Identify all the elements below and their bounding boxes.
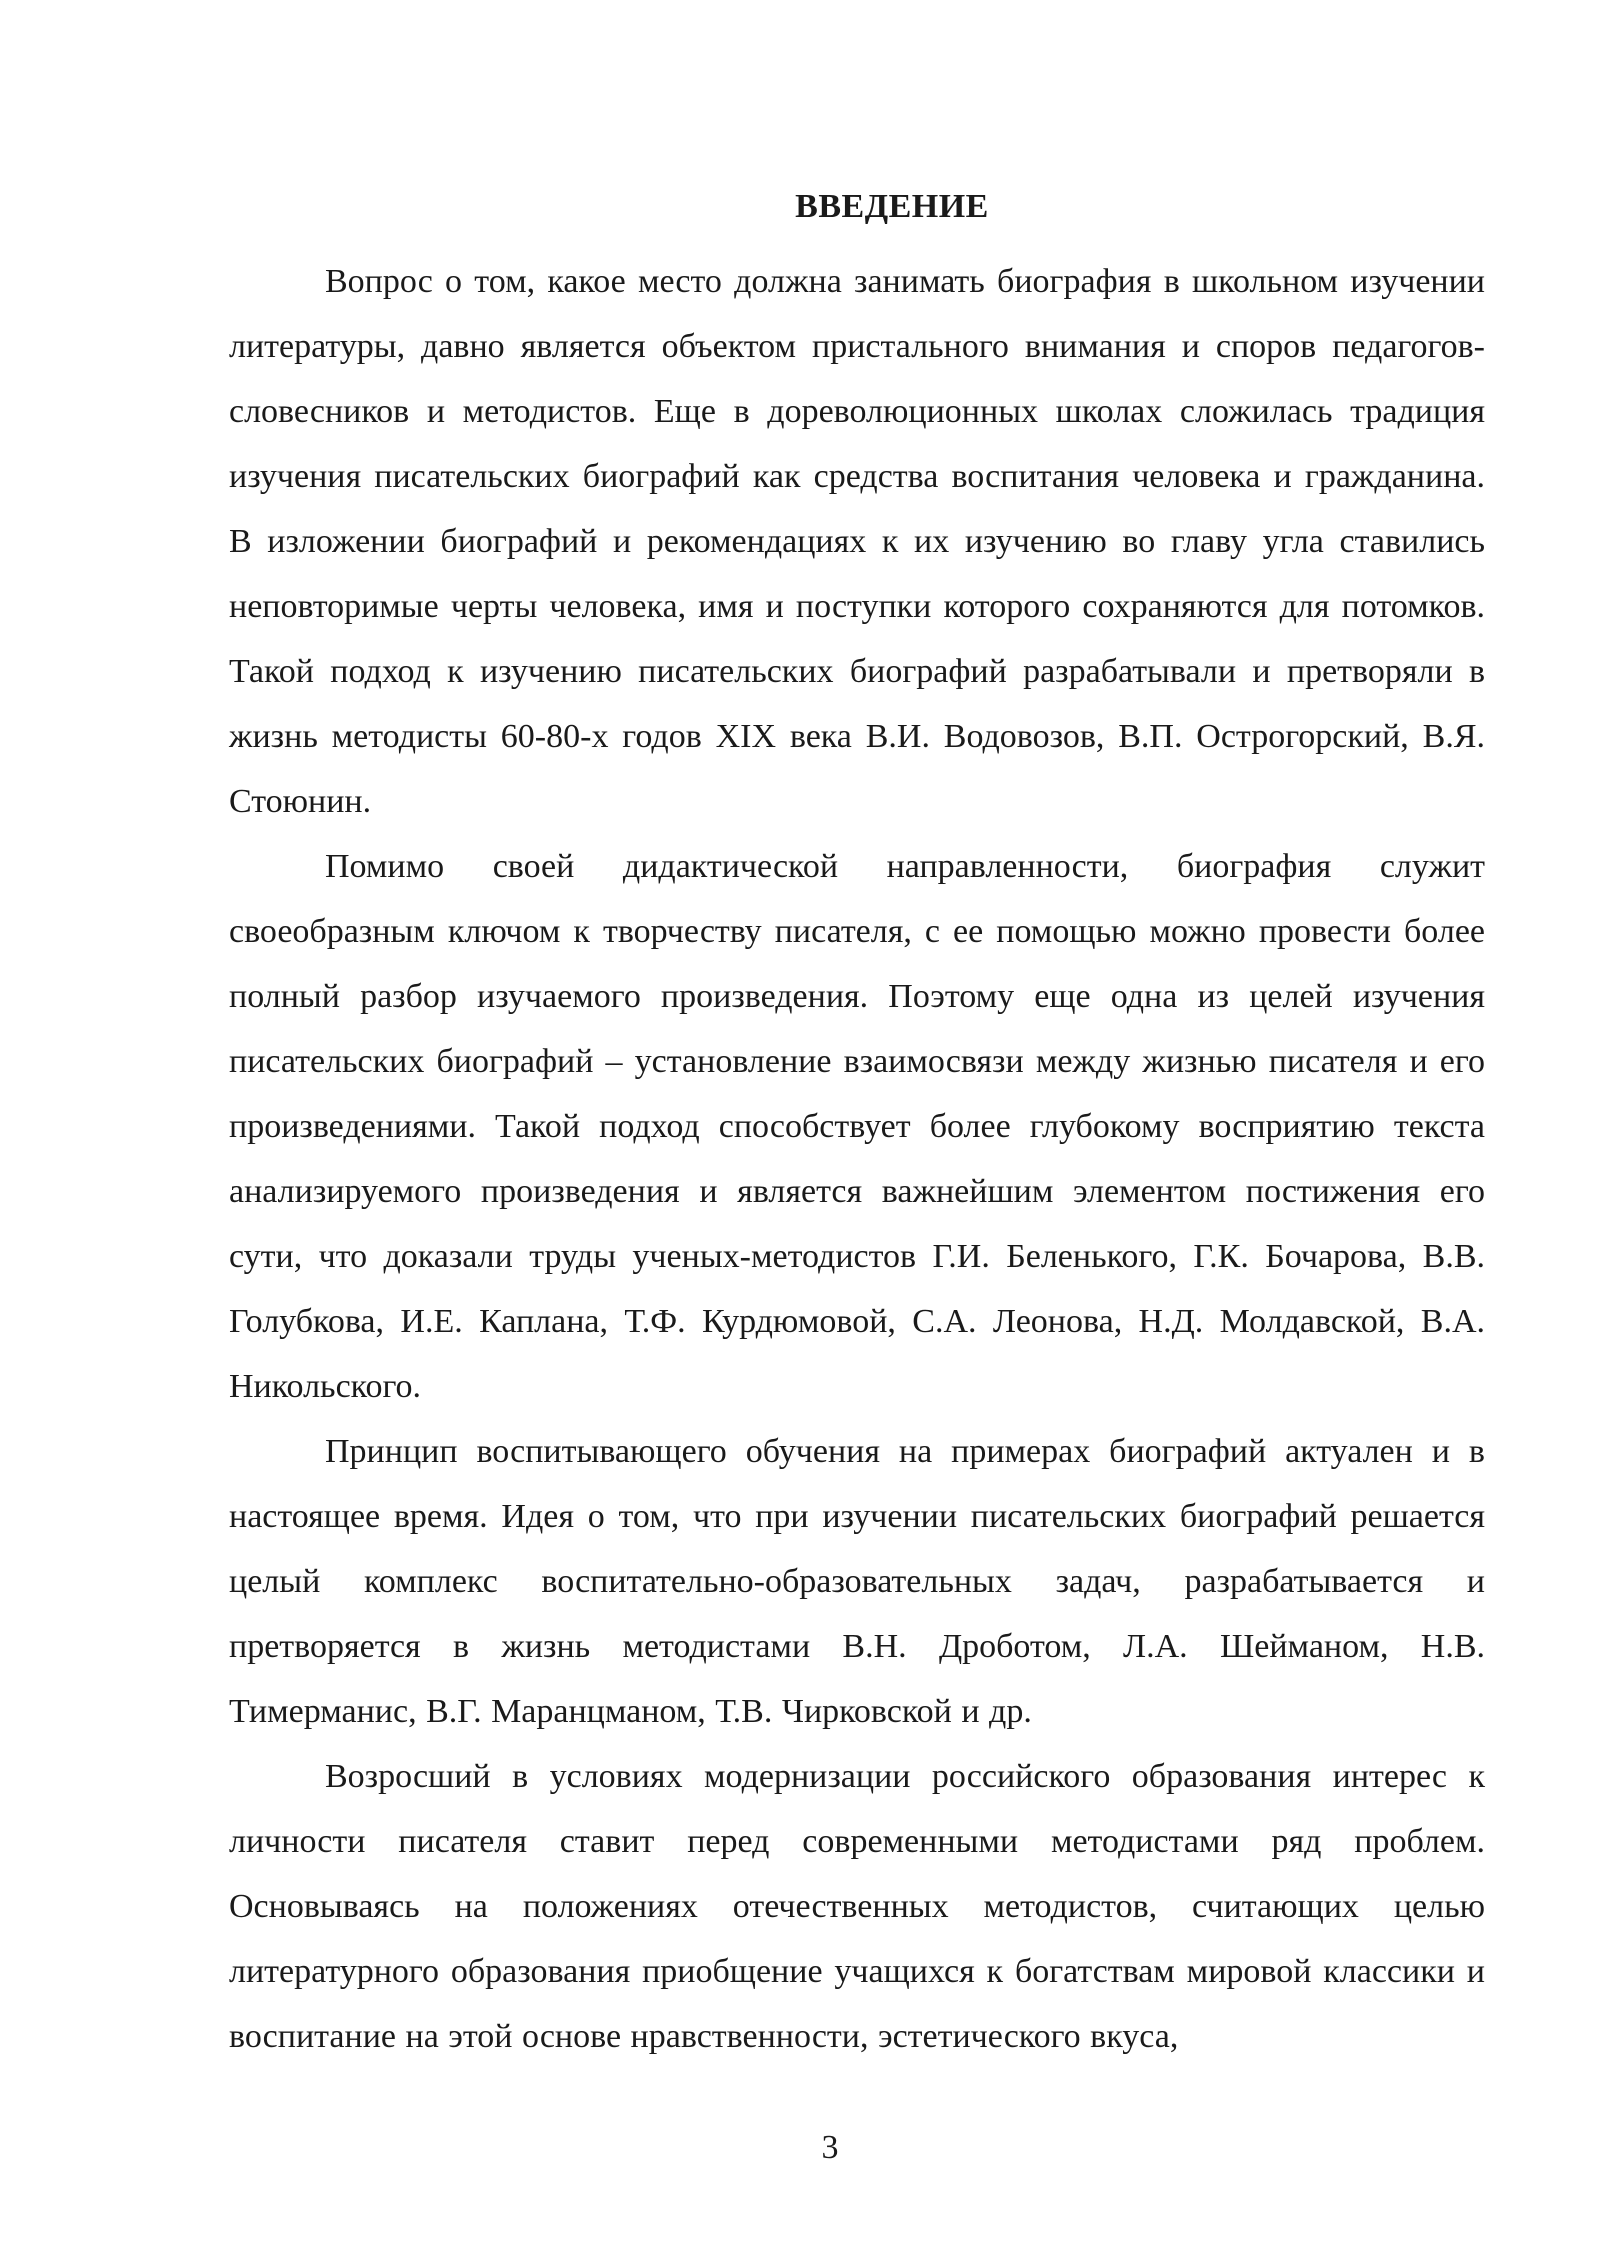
paragraph-2: Помимо своей дидактической направленности, биография служит своеобразным ключом к творчеству писателя, с ее помощью можно провести более полный разбор изучаемого произведения. Поэтому еще одна из целей изучения писательских биографий – установление взаимосвязи между жизнью писателя и его произведениями. Такой подход способствует более глубокому восприятию текста анализируемого произведения и является важнейшим элементом постижения его сути, что доказали труды ученых-методистов Г.И. Беленького, Г.К. Бочарова, В.В. Голубкова, И.Е. Каплана, Т.Ф. Курдюмовой, С.А. Леонова, Н.Д. Молдавской, В.А. Никольского. [229,848,1485,1405]
paragraph-1: Вопрос о том, какое место должна занимать биография в школьном изучении литературы, давно является объектом пристального внимания и споров педагогов-словесников и методистов. Еще в дореволюционных школах сложилась традиция изучения писательских биографий как средства воспитания человека и гражданина. В изложении биографий и рекомендациях к их изучению во главу угла ставились неповторимые черты человека, имя и поступки которого сохраняются для потомков. Такой подход к изучению писательских биографий разрабатывали и претворяли в жизнь методисты 60-80-х годов XIX века В.И. Водовозов, В.П. Острогорский, В.Я. Стоюнин. [229,263,1485,820]
section-title: ВВЕДЕНИЕ [795,188,989,225]
paragraph-3: Принцип воспитывающего обучения на примерах биографий актуален и в настоящее время. Идея о том, что при изучении писательских биографий решается целый комплекс воспитательно-образовательных задач, разрабатывается и претворяется в жизнь методистами В.Н. Дроботом, Л.А. Шейманом, Н.В. Тимерманис, В.Г. Маранцманом, Т.В. Чирковской и др. [229,1433,1485,1730]
paragraph-4: Возросший в условиях модернизации российского образования интерес к личности писателя ставит перед современными методистами ряд проблем. Основываясь на положениях отечественных методистов, считающих целью литературного образования приобщение учащихся к богатствам мировой классики и воспитание на этой основе нравственности, эстетического вкуса, [229,1758,1485,2055]
document-body [229,185,1485,2069]
page-number: 3 [821,2129,839,2166]
